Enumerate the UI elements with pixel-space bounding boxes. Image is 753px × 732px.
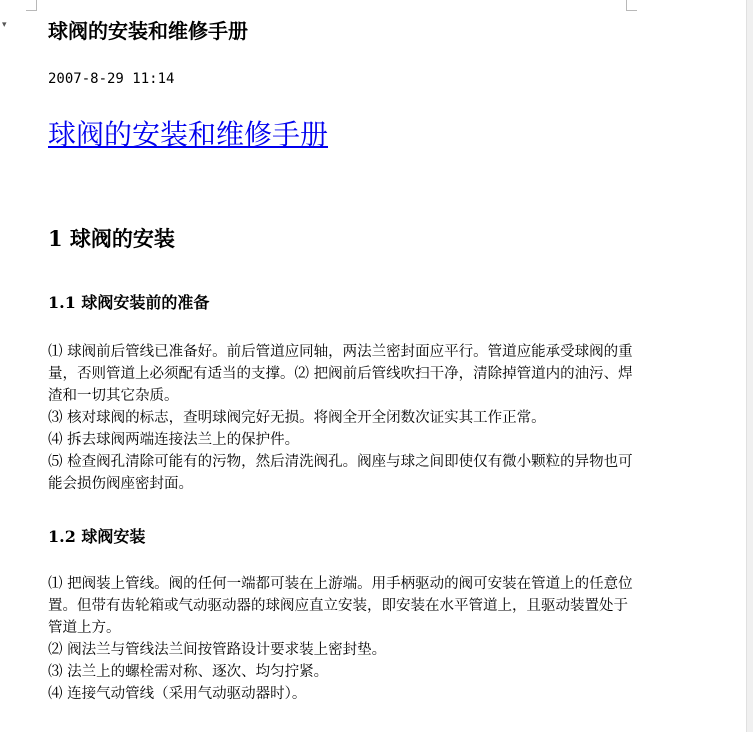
preparation-step-4: ⑷ 拆去球阀两端连接法兰上的保护件。 [48,432,300,448]
installing-paragraph [48,573,634,705]
post-title: 球阀的安装和维修手册 [48,19,248,43]
preparation-step-1-2: ⑴ 球阀前后管线已准备好。前后管道应同轴，两法兰密封面应平行。管道应能承受球阀的重量，否则管道上必须配有适当的支撑。⑵ 把阀前后管线吹扫干净，清除掉管道内的油污、焊渣和一切其它杂质。 [48,344,633,404]
installing-step-2: ⑵ 阀法兰与管线法兰间按管路设计要求装上密封垫。 [48,642,387,658]
preparation-step-3: ⑶ 核对球阀的标志，查明球阀完好无损。将阀全开全闭数次证实其工作正常。 [48,410,546,426]
page-corner-mark-right [626,0,637,11]
installing-step-4: ⑷ 连接气动管线（采用气动驱动器时）。 [48,686,307,702]
subsection-heading-installing: 1.2 球阀安装 [48,527,146,546]
installing-step-1: ⑴ 把阀装上管线。阀的任何一端都可装在上游端。用手柄驱动的阀可安装在管道上的任意位置。但带有齿轮箱或气动驱动器的球阀应直立安装，即安装在水平管道上，且驱动装置处于管道上方。 [48,576,633,636]
preparation-paragraph [48,341,634,495]
margin-caret-icon: ▾ [2,20,7,30]
page-corner-mark-left [26,0,37,11]
subsection-heading-preparation: 1.1 球阀安装前的准备 [48,293,210,312]
section-heading-installation: 1 球阀的安装 [48,226,175,251]
installing-step-3: ⑶ 法兰上的螺栓需对称、逐次、均匀拧紧。 [48,664,329,680]
post-timestamp: 2007-8-29 11:14 [48,71,175,87]
vertical-scrollbar[interactable] [746,0,753,732]
preparation-step-5: ⑸ 检查阀孔清除可能有的污物，然后清洗阀孔。阀座与球之间即使仅有微小颗粒的异物也可能会损伤阀座密封面。 [48,454,633,492]
document-title-link[interactable]: 球阀的安装和维修手册 [48,118,329,151]
